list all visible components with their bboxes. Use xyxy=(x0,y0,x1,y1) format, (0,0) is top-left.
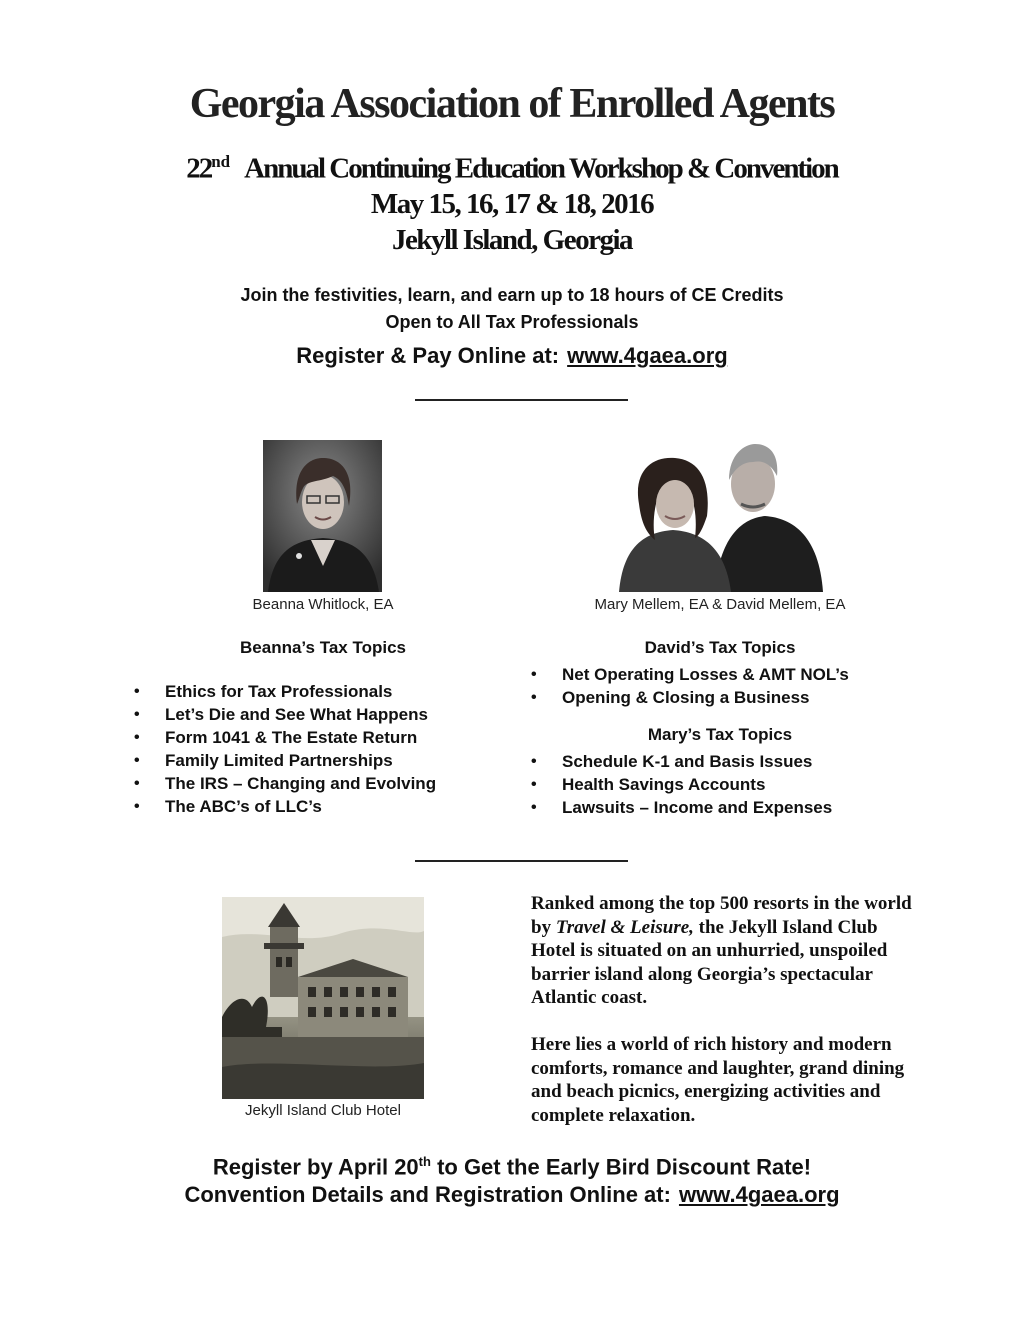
hotel-description xyxy=(531,892,921,1010)
details-link[interactable]: www.4gaea.org xyxy=(678,1182,840,1207)
hotel-photo xyxy=(222,897,424,1099)
subtitle-number: 22 xyxy=(186,152,212,185)
beanna-topics-heading: Beanna’s Tax Topics xyxy=(240,638,406,657)
beanna-caption: Beanna Whitlock, EA xyxy=(252,596,394,613)
list-item: • The ABC’s of LLC’s xyxy=(131,795,511,818)
list-item: • Opening & Closing a Business xyxy=(528,686,928,709)
mellems-photo xyxy=(615,440,825,592)
register-link[interactable]: www.4gaea.org xyxy=(567,343,728,368)
beanna-topics-list xyxy=(131,680,511,818)
list-item: • Let’s Die and See What Happens xyxy=(131,703,511,726)
register-label: Register & Pay Online at: xyxy=(296,343,560,368)
details-label: Convention Details and Registration Online at: xyxy=(184,1182,671,1207)
subtitle-text: Annual Continuing Education Workshop & Convention xyxy=(244,152,838,185)
david-topics-list xyxy=(528,663,928,709)
list-item: • The IRS – Changing and Evolving xyxy=(131,772,511,795)
beanna-photo xyxy=(263,440,382,592)
list-item: • Form 1041 & The Estate Return xyxy=(131,726,511,749)
page-title: Georgia Association of Enrolled Agents xyxy=(189,81,835,127)
subtitle-ordinal: nd xyxy=(211,152,231,171)
early-bird-line xyxy=(0,1154,1024,1180)
list-item: • Health Savings Accounts xyxy=(528,773,928,796)
david-topics-heading: David’s Tax Topics xyxy=(644,638,796,657)
hotel-text-part: the Jekyll Island Club Hotel is situated on an unhurried, unspoiled barrier island along Georgia’s spectacular Atlantic coast. xyxy=(531,916,888,1008)
mellems-caption: Mary Mellem, EA & David Mellem, EA xyxy=(594,596,846,613)
event-subtitle xyxy=(0,152,1024,186)
hotel-caption: Jekyll Island Club Hotel xyxy=(245,1102,401,1119)
join-text: Join the festivities, learn, and earn up to 18 hours of CE Credits xyxy=(240,285,784,305)
register-line xyxy=(0,343,1024,369)
early-bird-text: to Get the Early Bird Discount Rate! xyxy=(430,1154,812,1180)
list-item: • Lawsuits – Income and Expenses xyxy=(528,796,928,819)
divider-top xyxy=(415,399,628,401)
early-bird-text: Register by April 20 xyxy=(212,1154,419,1180)
magazine-name: Travel & Leisure, xyxy=(555,916,694,938)
list-item: • Family Limited Partnerships xyxy=(131,749,511,772)
list-item: • Ethics for Tax Professionals xyxy=(131,680,511,703)
ordinal-suffix: th xyxy=(418,1154,431,1169)
mary-topics-heading: Mary’s Tax Topics xyxy=(647,725,793,744)
divider-middle xyxy=(415,860,628,862)
list-item: • Net Operating Losses & AMT NOL’s xyxy=(528,663,928,686)
mary-topics-list xyxy=(528,750,928,819)
hotel-text-part: Ranked among the top 500 resorts in the world by xyxy=(531,893,912,938)
event-dates: May 15, 16, 17 & 18, 2016 xyxy=(370,188,654,220)
event-location: Jekyll Island, Georgia xyxy=(391,224,633,256)
hotel-amenities: Here lies a world of rich history and modern comforts, romance and laughter, grand dining and beach picnics, energizing activities and complete relaxation. xyxy=(531,1034,905,1126)
details-line xyxy=(0,1182,1024,1208)
list-item: • Schedule K-1 and Basis Issues xyxy=(528,750,928,773)
open-text: Open to All Tax Professionals xyxy=(385,312,639,332)
